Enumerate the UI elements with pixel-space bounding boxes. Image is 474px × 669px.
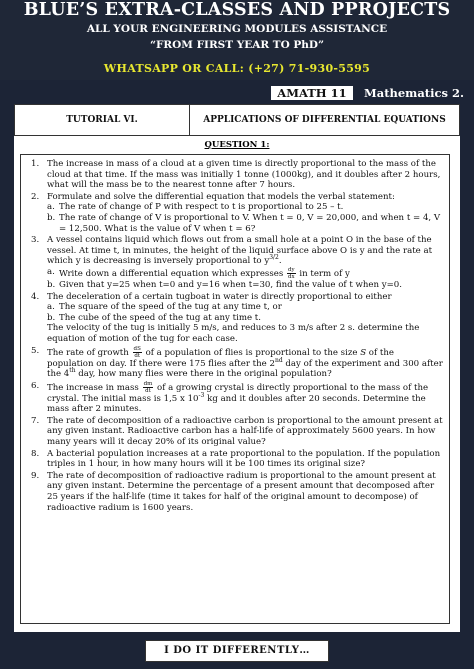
- sub-question: b. Given that y=25 when t=0 and y=16 when t=30, find the value of t when y=0.: [47, 279, 402, 290]
- tutorial-label: TUTORIAL VI.: [15, 105, 190, 135]
- tutorial-bar: [14, 104, 460, 136]
- question-item: 2. Formulate and solve the differential equation that models the verbal statement: a. The rate of change of P with respect to t is proportional to 25 – t. b. The rate of change of V is proportional to V. When t = 0, V = 20,000, and when t = 4, V = 12,500. What is the value of V when t = 6?: [27, 192, 443, 234]
- fraction: $\frac{dS}{dt}$: [133, 345, 141, 359]
- fraction: $\frac{dm}{dt}$: [143, 380, 153, 394]
- sub-question: a. The rate of change of P with respect to t is proportional to 25 – t.: [47, 202, 344, 213]
- header-banner: [0, 0, 474, 80]
- sub-question: b. The rate of change of V is proportional to V. When t = 0, V = 20,000, and when t = 4, V = 12,500. What is the value of V when t = 6?: [47, 212, 441, 234]
- course-code: AMATH 11: [269, 84, 355, 102]
- brand-title: BLUE’S EXTRA-CLASSES AND PPROJECTS: [23, 0, 451, 20]
- contact-line: WHATSAPP OR CALL: (+27) 71-930-5595: [103, 62, 371, 75]
- document-page: [14, 136, 460, 632]
- sub-question: b. The cube of the speed of the tug at any time t.: [47, 312, 261, 323]
- fraction: $\frac{dy}{dx}$: [287, 266, 295, 280]
- question-item: 7. The rate of decomposition of a radioactive carbon is proportional to the amount present at any given instant. Radioactive carbon has a half-life of approximately 5600 years. In how many years will it decay 20% of its original value?: [31, 415, 443, 448]
- question-item: 4. The deceleration of a certain tugboat in water is directly proportional to either a. The square of the speed of the tug at any time t, or b. The cube of the speed of the tug at any time t. The velocity of the tug is initially 5 m/s, and reduces to 3 m/s after 2 s. determine the equation of motion of the tug for each case.: [27, 292, 443, 345]
- sub-question: a. The square of the speed of the tug at any time t, or: [47, 302, 282, 313]
- brand-tagline: “FROM FIRST YEAR TO PhD”: [149, 39, 325, 51]
- question-item: 9. The rate of decomposition of radioactive radium is proportional to the amount present at any given instant. Determine the percentage of a present amount that decomposed after 25 years if the half-life (time it takes for half of the original amount to decompose) of radioactive radium is 1600 years.: [31, 470, 436, 513]
- question-item: 8. A bacterial population increases at a rate proportional to the population. If the population triples in 1 hour, in how many hours will it be 100 times its original size?: [31, 448, 441, 470]
- question-item: 6. The increase in mass $\frac{dm}{dt}$ of a growing crystal is directly proportional to the mass of the crystal. The initial mass is 1,5 x $10^{-3}$ kg and it doubles after 20 seconds. Determine the mass after 2 minutes.: [31, 380, 429, 415]
- question-item: 1. The increase in mass of a cloud at a given time is directly proportional to the mass of the cloud at that time. If the mass was initially 1 tonne (1000kg), and it doubles after 2 hours, what will the mass be to the nearest tonne after 7 hours.: [31, 159, 441, 191]
- question-box: [20, 154, 450, 624]
- footer-slogan: I DO IT DIFFERENTLY…: [145, 640, 329, 662]
- question-item: 3. A vessel contains liquid which flows out from a small hole at a point O in the base of the vessel. At time t, in minutes, the height of the liquid surface above O is y and the rate at which y is decreasing is inversely proportional to $y^{3/2}$. a. Write down a differential equation which expresses $\frac{dy}{dx}$ in term of y b. Given that y=25 when t=0 and y=16 when t=30, find the value of t when y=0.: [27, 235, 443, 290]
- sub-question: a. Write down a differential equation which expresses $\frac{dy}{dx}$ in term of y: [47, 266, 350, 280]
- question-item: 5. The rate of growth $\frac{dS}{dt}$ of a population of flies is proportional to the size S of the population on day. If there were 175 flies after the 2nd day of the experiment and 300 after the 4th day, how many flies were there in the original population?: [31, 345, 443, 380]
- course-subject: Mathematics 2.: [356, 84, 472, 102]
- question-heading: QUESTION 1:: [204, 140, 270, 150]
- question-list: [27, 159, 443, 514]
- brand-subtitle: ALL YOUR ENGINEERING MODULES ASSISTANCE: [86, 23, 388, 35]
- tutorial-topic: APPLICATIONS OF DIFFERENTIAL EQUATIONS: [203, 115, 446, 125]
